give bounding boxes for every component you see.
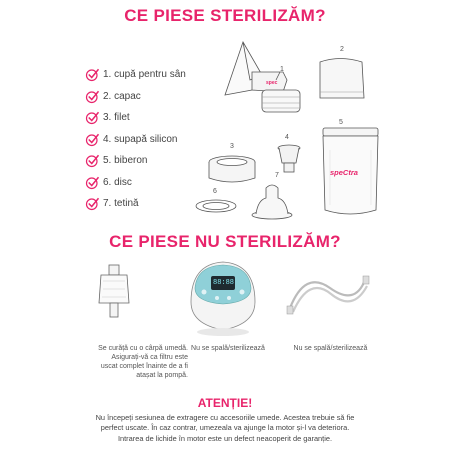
- caption-line: atașat la pompă.: [136, 372, 188, 379]
- title-sterilize: CE PIESE STERILIZĂM?: [124, 6, 326, 25]
- check-circle-icon: [85, 110, 100, 125]
- list-item-label: 4. supapă silicon: [103, 133, 178, 145]
- caption-line: uscat complet înainte de a fi: [100, 363, 188, 370]
- cap-illustration: [320, 59, 364, 99]
- shield-brand-mark: spec: [266, 80, 278, 86]
- list-item: [85, 172, 186, 194]
- bottle-brand-label: speCtra: [330, 168, 358, 177]
- pump-display: 88:88: [213, 279, 235, 287]
- caption-line: Asigurați-vă ca filtru este: [111, 354, 188, 361]
- warning-title: ATENȚIE!: [197, 396, 253, 410]
- list-item: [85, 193, 186, 215]
- disc-illustration: [196, 200, 236, 212]
- list-item: [85, 150, 186, 172]
- title-not-sterilize: CE PIESE NU STERILIZĂM?: [109, 232, 341, 251]
- check-circle-icon: [85, 89, 100, 104]
- list-item-label: 1. cupă pentru sân: [103, 69, 186, 81]
- check-circle-icon: [85, 196, 100, 211]
- filter-illustration: [95, 263, 135, 325]
- list-item-label: 2. capac: [103, 90, 141, 102]
- collar-illustration: [209, 156, 255, 182]
- warning-line: Intrarea de lichide în motor este un defect neacoperit de garanție.: [117, 433, 333, 443]
- part-number-1: 1: [280, 66, 284, 73]
- part-number-6: 6: [213, 188, 217, 195]
- part-number-2: 2: [340, 46, 344, 53]
- parts-illustration: [185, 36, 395, 231]
- warning-line: Nu începeți sesiunea de extragere cu accesoriile umede. Acestea trebuie să fie: [95, 413, 355, 422]
- part-number-3: 3: [230, 143, 234, 150]
- check-circle-icon: [85, 153, 100, 168]
- filter-caption: [78, 344, 188, 380]
- list-item: [85, 86, 186, 108]
- pump-caption: Nu se spală/sterilizează: [191, 345, 265, 352]
- list-item: [85, 107, 186, 129]
- caption-line: Se curăță cu o cârpă umedă.: [98, 345, 188, 352]
- check-circle-icon: [85, 67, 100, 82]
- part-number-4: 4: [285, 134, 289, 141]
- list-item: [85, 129, 186, 151]
- part-number-7: 7: [275, 172, 279, 179]
- tubing-illustration: [285, 270, 370, 320]
- list-item-label: 7. tetină: [103, 198, 139, 210]
- list-item-label: 6. disc: [103, 176, 132, 188]
- sterilize-list: [85, 64, 186, 215]
- check-circle-icon: [85, 132, 100, 147]
- warning-line: perfect uscate. În caz contrar, umezeala va ajunge la motor și-l va deteriora.: [100, 423, 350, 433]
- list-item-label: 3. filet: [103, 112, 130, 124]
- part-number-5: 5: [339, 119, 343, 126]
- pump-illustration: [187, 258, 259, 338]
- teat-illustration: [252, 185, 292, 219]
- list-item-label: 5. biberon: [103, 155, 148, 167]
- list-item: [85, 64, 186, 86]
- check-circle-icon: [85, 175, 100, 190]
- breast-shield-illustration: [225, 42, 300, 112]
- tubing-caption: Nu se spală/sterilizează: [293, 345, 368, 352]
- valve-illustration: [278, 145, 300, 172]
- warning-text: [40, 413, 410, 444]
